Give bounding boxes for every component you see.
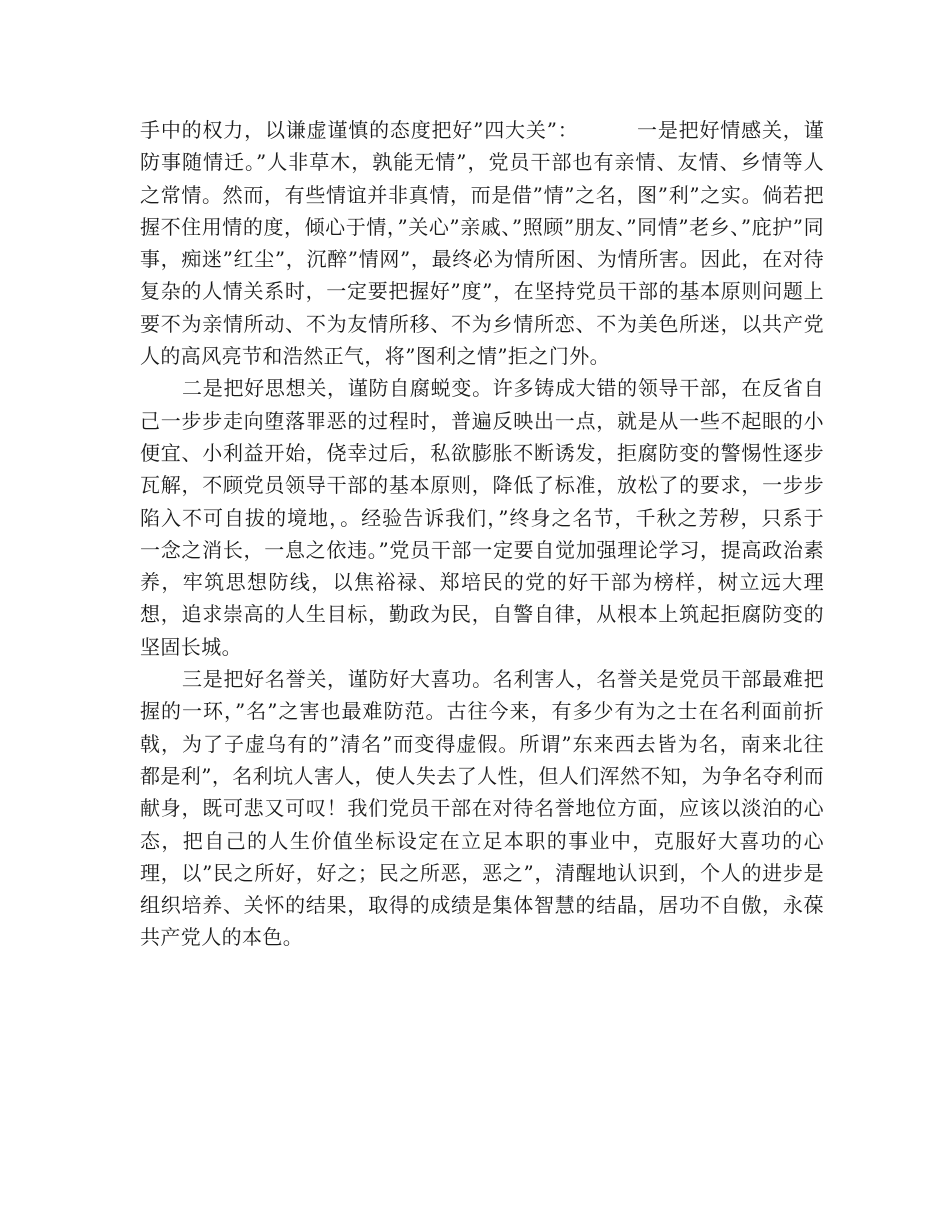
paragraph-3: 三是把好名誉关，谨防好大喜功。名利害人，名誉关是党员干部最难把握的一环，”名”之害也最难防范。古往今来，有多少有为之士在名利面前折戟，为了子虚乌有的”清名”而变得虚假。所谓”东来西去皆为名，南来北往都是利”，名利坑人害人，使人失去了人性，但人们浑然不知，为争名夺利而献身，既可悲又可叹！我们党员干部在对待名誉地位方面，应该以淡泊的心态，把自己的人生价值坐标设定在立足本职的事业中，克服好大喜功的心理，以”民之所好，好之；民之所恶，恶之”，清醒地认识到，个人的进步是组织培养、关怀的结果，取得的成绩是集体智慧的结晶，居功不自傲，永葆共产党人的本色。 (140, 667, 824, 950)
paragraph-1 (140, 114, 824, 372)
paragraph-2: 二是把好思想关，谨防自腐蜕变。许多铸成大错的领导干部，在反省自己一步步走向堕落罪恶的过程时，普遍反映出一点，就是从一些不起眼的小便宜、小利益开始，侥幸过后，私欲膨胀不断诱发，拒腐防变的警惕性逐步瓦解，不顾党员领导干部的基本原则，降低了标准，放松了的要求，一步步陷入不可自拔的境地，。经验告诉我们，”终身之名节，千秋之芳秽，只系于一念之消长，一息之依违。”党员干部一定要自觉加强理论学习，提高政治素养，牢筑思想防线，以焦裕禄、郑培民的党的好干部为榜样，树立远大理想，追求崇高的人生目标，勤政为民，自警自律，从根本上筑起拒腐防变的坚固长城。 (140, 376, 824, 659)
paragraph-1-lead: 手中的权力，以谦虚谨慎的态度把好”四大关”： (140, 118, 579, 142)
document-body (140, 114, 824, 954)
paragraph-1-rest: 一是把好情感关，谨防事随情迁。”人非草木，孰能无情”，党员干部也有亲情、友情、乡情等人之常情。然而，有些情谊并非真情，而是借”情”之名，图”利”之实。倘若把握不住用情的度，倾心于情，”关心”亲戚、”照顾”朋友、”同情”老乡、”庇护”同事，痴迷”红尘”，沉醉”情网”，最终必为情所困、为情所害。因此，在对待复杂的人情关系时，一定要把握好”度”，在坚持党员干部的基本原则问题上要不为亲情所动、不为友情所移、不为乡情所恋、不为美色所迷，以共产党人的高风亮节和浩然正气，将”图利之情”拒之门外。 (140, 118, 824, 369)
